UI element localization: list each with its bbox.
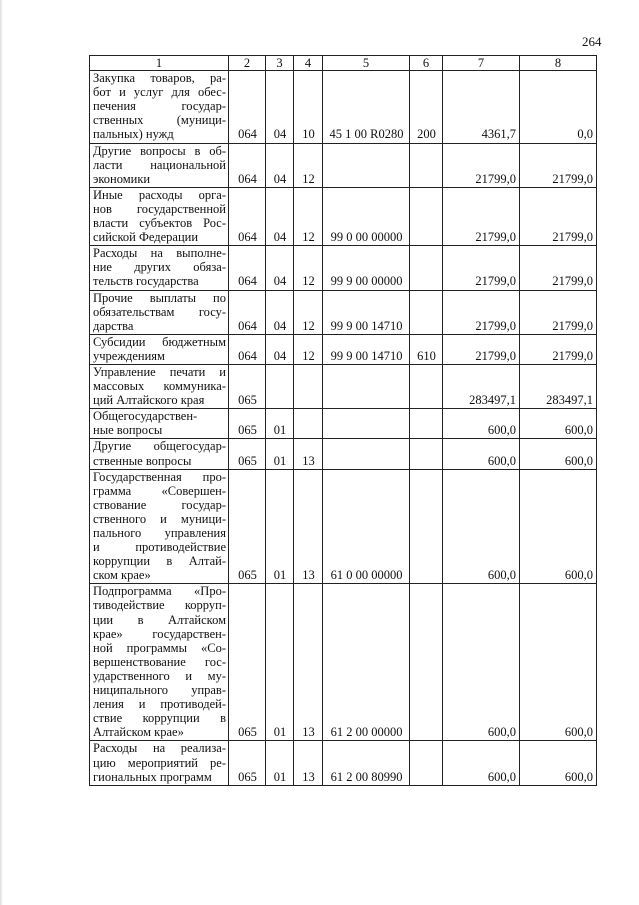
- amount-col8-cell: 21799,0: [520, 187, 597, 245]
- code-expense-type-cell: [410, 364, 443, 408]
- description-line: Субсидии бюджетным: [93, 334, 226, 349]
- amount-col8-cell: 21799,0: [520, 246, 597, 290]
- table-row: [90, 741, 597, 785]
- amount-col7-cell: 600,0: [443, 469, 520, 584]
- code-admin-cell: 065: [229, 469, 266, 584]
- code-expense-type-cell: [410, 584, 443, 741]
- code-subsection-cell: 13: [294, 741, 323, 785]
- description-line: и противодействие: [93, 540, 226, 555]
- description-line: грамма «Совершен-: [93, 483, 226, 498]
- code-expense-type-cell: [410, 741, 443, 785]
- description-line: Государственная про-: [93, 469, 226, 484]
- code-admin-cell: 065: [229, 364, 266, 408]
- scan-edge: [0, 0, 3, 905]
- code-admin-cell: 065: [229, 439, 266, 469]
- code-section-cell: 01: [266, 439, 294, 469]
- amount-col7-cell: 21799,0: [443, 334, 520, 364]
- amount-col8-cell: 21799,0: [520, 290, 597, 334]
- code-expense-type-cell: [410, 246, 443, 290]
- code-subsection-cell: [294, 409, 323, 439]
- description-line: гиональных программ: [93, 769, 212, 784]
- row-description: [90, 187, 229, 245]
- description-line: крае» государствен-: [93, 626, 226, 641]
- code-expense-type-cell: [410, 439, 443, 469]
- description-line: ственные вопросы: [93, 453, 192, 468]
- amount-col7-cell: 283497,1: [443, 364, 520, 408]
- code-target-cell: 61 0 00 00000: [323, 469, 410, 584]
- amount-col8-cell: 21799,0: [520, 334, 597, 364]
- header-cell: 4: [294, 56, 323, 71]
- code-subsection-cell: 13: [294, 584, 323, 741]
- code-target-cell: 45 1 00 R0280: [323, 71, 410, 143]
- amount-col8-cell: 0,0: [520, 71, 597, 143]
- amount-col7-cell: 21799,0: [443, 290, 520, 334]
- code-admin-cell: 065: [229, 741, 266, 785]
- code-section-cell: 01: [266, 584, 294, 741]
- code-target-cell: 61 2 00 80990: [323, 741, 410, 785]
- row-description: [90, 71, 229, 143]
- description-line: ной программы «Со-: [93, 640, 226, 655]
- amount-col8-cell: 600,0: [520, 409, 597, 439]
- amount-col8-cell: 21799,0: [520, 143, 597, 187]
- row-description: [90, 741, 229, 785]
- description-line: бот и услуг для обес-: [93, 85, 226, 100]
- code-section-cell: 04: [266, 290, 294, 334]
- table-row: [90, 334, 597, 364]
- page-number: 264: [582, 34, 602, 49]
- header-cell: 1: [90, 56, 229, 71]
- table-row: [90, 439, 597, 469]
- code-admin-cell: 064: [229, 187, 266, 245]
- code-subsection-cell: 13: [294, 469, 323, 584]
- description-line: ций Алтайского края: [93, 393, 205, 408]
- description-line: цию мероприятий ре-: [93, 755, 226, 770]
- row-description: [90, 246, 229, 290]
- description-line: тиводействие корруп-: [93, 598, 226, 613]
- description-line: Другие вопросы в об-: [93, 143, 226, 158]
- code-section-cell: 01: [266, 409, 294, 439]
- table-row: [90, 469, 597, 584]
- code-subsection-cell: 10: [294, 71, 323, 143]
- header-cell: 2: [229, 56, 266, 71]
- table-row: [90, 187, 597, 245]
- code-target-cell: 99 0 00 00000: [323, 187, 410, 245]
- table-row: [90, 143, 597, 187]
- table-row: [90, 364, 597, 408]
- amount-col7-cell: 600,0: [443, 741, 520, 785]
- code-subsection-cell: 12: [294, 334, 323, 364]
- code-expense-type-cell: 200: [410, 71, 443, 143]
- description-line: ниципального управ-: [93, 683, 226, 698]
- description-line: пальных) нужд: [93, 127, 174, 142]
- code-expense-type-cell: [410, 469, 443, 584]
- header-cell: 8: [520, 56, 597, 71]
- code-admin-cell: 065: [229, 584, 266, 741]
- description-line: Прочие выплаты по: [93, 290, 226, 305]
- code-target-cell: [323, 143, 410, 187]
- amount-col7-cell: 21799,0: [443, 246, 520, 290]
- code-section-cell: 01: [266, 741, 294, 785]
- description-line: ние других обяза-: [93, 260, 226, 275]
- description-line: Закупка товаров, ра-: [93, 71, 226, 86]
- code-subsection-cell: 12: [294, 246, 323, 290]
- description-line: Расходы на реализа-: [93, 741, 226, 756]
- amount-col7-cell: 21799,0: [443, 143, 520, 187]
- description-line: Управление печати и: [93, 364, 226, 379]
- table-row: [90, 246, 597, 290]
- description-line: тельств государства: [93, 274, 199, 289]
- code-target-cell: [323, 364, 410, 408]
- code-subsection-cell: 13: [294, 439, 323, 469]
- row-description: [90, 290, 229, 334]
- code-target-cell: 99 9 00 00000: [323, 246, 410, 290]
- description-line: вершенствование гос-: [93, 654, 226, 669]
- code-section-cell: 04: [266, 71, 294, 143]
- amount-col7-cell: 21799,0: [443, 187, 520, 245]
- description-line: коррупции в Алтай-: [93, 554, 226, 569]
- table-row: [90, 71, 597, 143]
- amount-col8-cell: 600,0: [520, 439, 597, 469]
- code-expense-type-cell: [410, 290, 443, 334]
- code-subsection-cell: 12: [294, 143, 323, 187]
- code-section-cell: 04: [266, 334, 294, 364]
- code-expense-type-cell: [410, 143, 443, 187]
- row-description: [90, 439, 229, 469]
- code-admin-cell: 064: [229, 71, 266, 143]
- code-section-cell: [266, 364, 294, 408]
- table-body: [90, 56, 597, 786]
- code-expense-type-cell: [410, 187, 443, 245]
- code-expense-type-cell: 610: [410, 334, 443, 364]
- code-expense-type-cell: [410, 409, 443, 439]
- description-line: сийской Федерации: [93, 230, 199, 245]
- description-line: Другие общегосудар-: [93, 439, 226, 454]
- code-section-cell: 04: [266, 143, 294, 187]
- budget-table: [89, 55, 597, 786]
- description-line: ственного и муници-: [93, 511, 226, 526]
- amount-col8-cell: 600,0: [520, 741, 597, 785]
- description-line: ции в Алтайском: [93, 612, 226, 627]
- description-line: печения государ-: [93, 99, 226, 114]
- description-line: Подпрограмма «Про-: [93, 584, 226, 599]
- code-subsection-cell: 12: [294, 187, 323, 245]
- description-line: учреждениям: [93, 348, 165, 363]
- code-target-cell: 61 2 00 00000: [323, 584, 410, 741]
- code-admin-cell: 064: [229, 334, 266, 364]
- code-admin-cell: 065: [229, 409, 266, 439]
- code-admin-cell: 064: [229, 290, 266, 334]
- description-line: ствование государ-: [93, 497, 226, 512]
- description-line: ствие коррупции в: [93, 711, 226, 726]
- row-description: [90, 469, 229, 584]
- description-line: дарства: [93, 318, 134, 333]
- header-row: [90, 56, 597, 71]
- table-row: [90, 584, 597, 741]
- description-line: ные вопросы: [93, 423, 163, 438]
- description-line: ском крае»: [93, 568, 151, 583]
- description-line: нов государственной: [93, 201, 226, 216]
- description-line: массовых коммуника-: [93, 379, 226, 394]
- amount-col7-cell: 600,0: [443, 584, 520, 741]
- amount-col8-cell: 283497,1: [520, 364, 597, 408]
- description-line: экономики: [93, 171, 151, 186]
- code-admin-cell: 064: [229, 246, 266, 290]
- header-cell: 3: [266, 56, 294, 71]
- row-description: [90, 409, 229, 439]
- amount-col7-cell: 600,0: [443, 439, 520, 469]
- table-row: [90, 409, 597, 439]
- header-cell: 7: [443, 56, 520, 71]
- description-line: Расходы на выполне-: [93, 246, 226, 261]
- code-admin-cell: 064: [229, 143, 266, 187]
- header-cell: 5: [323, 56, 410, 71]
- code-subsection-cell: [294, 364, 323, 408]
- row-description: [90, 584, 229, 741]
- code-target-cell: [323, 439, 410, 469]
- code-target-cell: 99 9 00 14710: [323, 334, 410, 364]
- description-line: пального управления: [93, 526, 226, 540]
- code-target-cell: [323, 409, 410, 439]
- description-line: ударственного и му-: [93, 668, 226, 683]
- code-target-cell: 99 9 00 14710: [323, 290, 410, 334]
- amount-col8-cell: 600,0: [520, 584, 597, 741]
- code-section-cell: 01: [266, 469, 294, 584]
- description-line: Алтайском крае»: [93, 725, 184, 740]
- description-line: ления и противодей-: [93, 697, 226, 712]
- row-description: [90, 364, 229, 408]
- description-line: Иные расходы орга-: [93, 187, 226, 202]
- description-line: Общегосударствен-: [93, 409, 198, 424]
- description-line: ласти национальной: [93, 157, 226, 172]
- amount-col7-cell: 4361,7: [443, 71, 520, 143]
- amount-col7-cell: 600,0: [443, 409, 520, 439]
- row-description: [90, 334, 229, 364]
- code-section-cell: 04: [266, 246, 294, 290]
- header-cell: 6: [410, 56, 443, 71]
- amount-col8-cell: 600,0: [520, 469, 597, 584]
- table-row: [90, 290, 597, 334]
- description-line: ственных (муници-: [93, 113, 226, 128]
- description-line: обязательствам госу-: [93, 304, 226, 319]
- code-section-cell: 04: [266, 187, 294, 245]
- code-subsection-cell: 12: [294, 290, 323, 334]
- description-line: власти субъектов Рос-: [93, 216, 226, 231]
- row-description: [90, 143, 229, 187]
